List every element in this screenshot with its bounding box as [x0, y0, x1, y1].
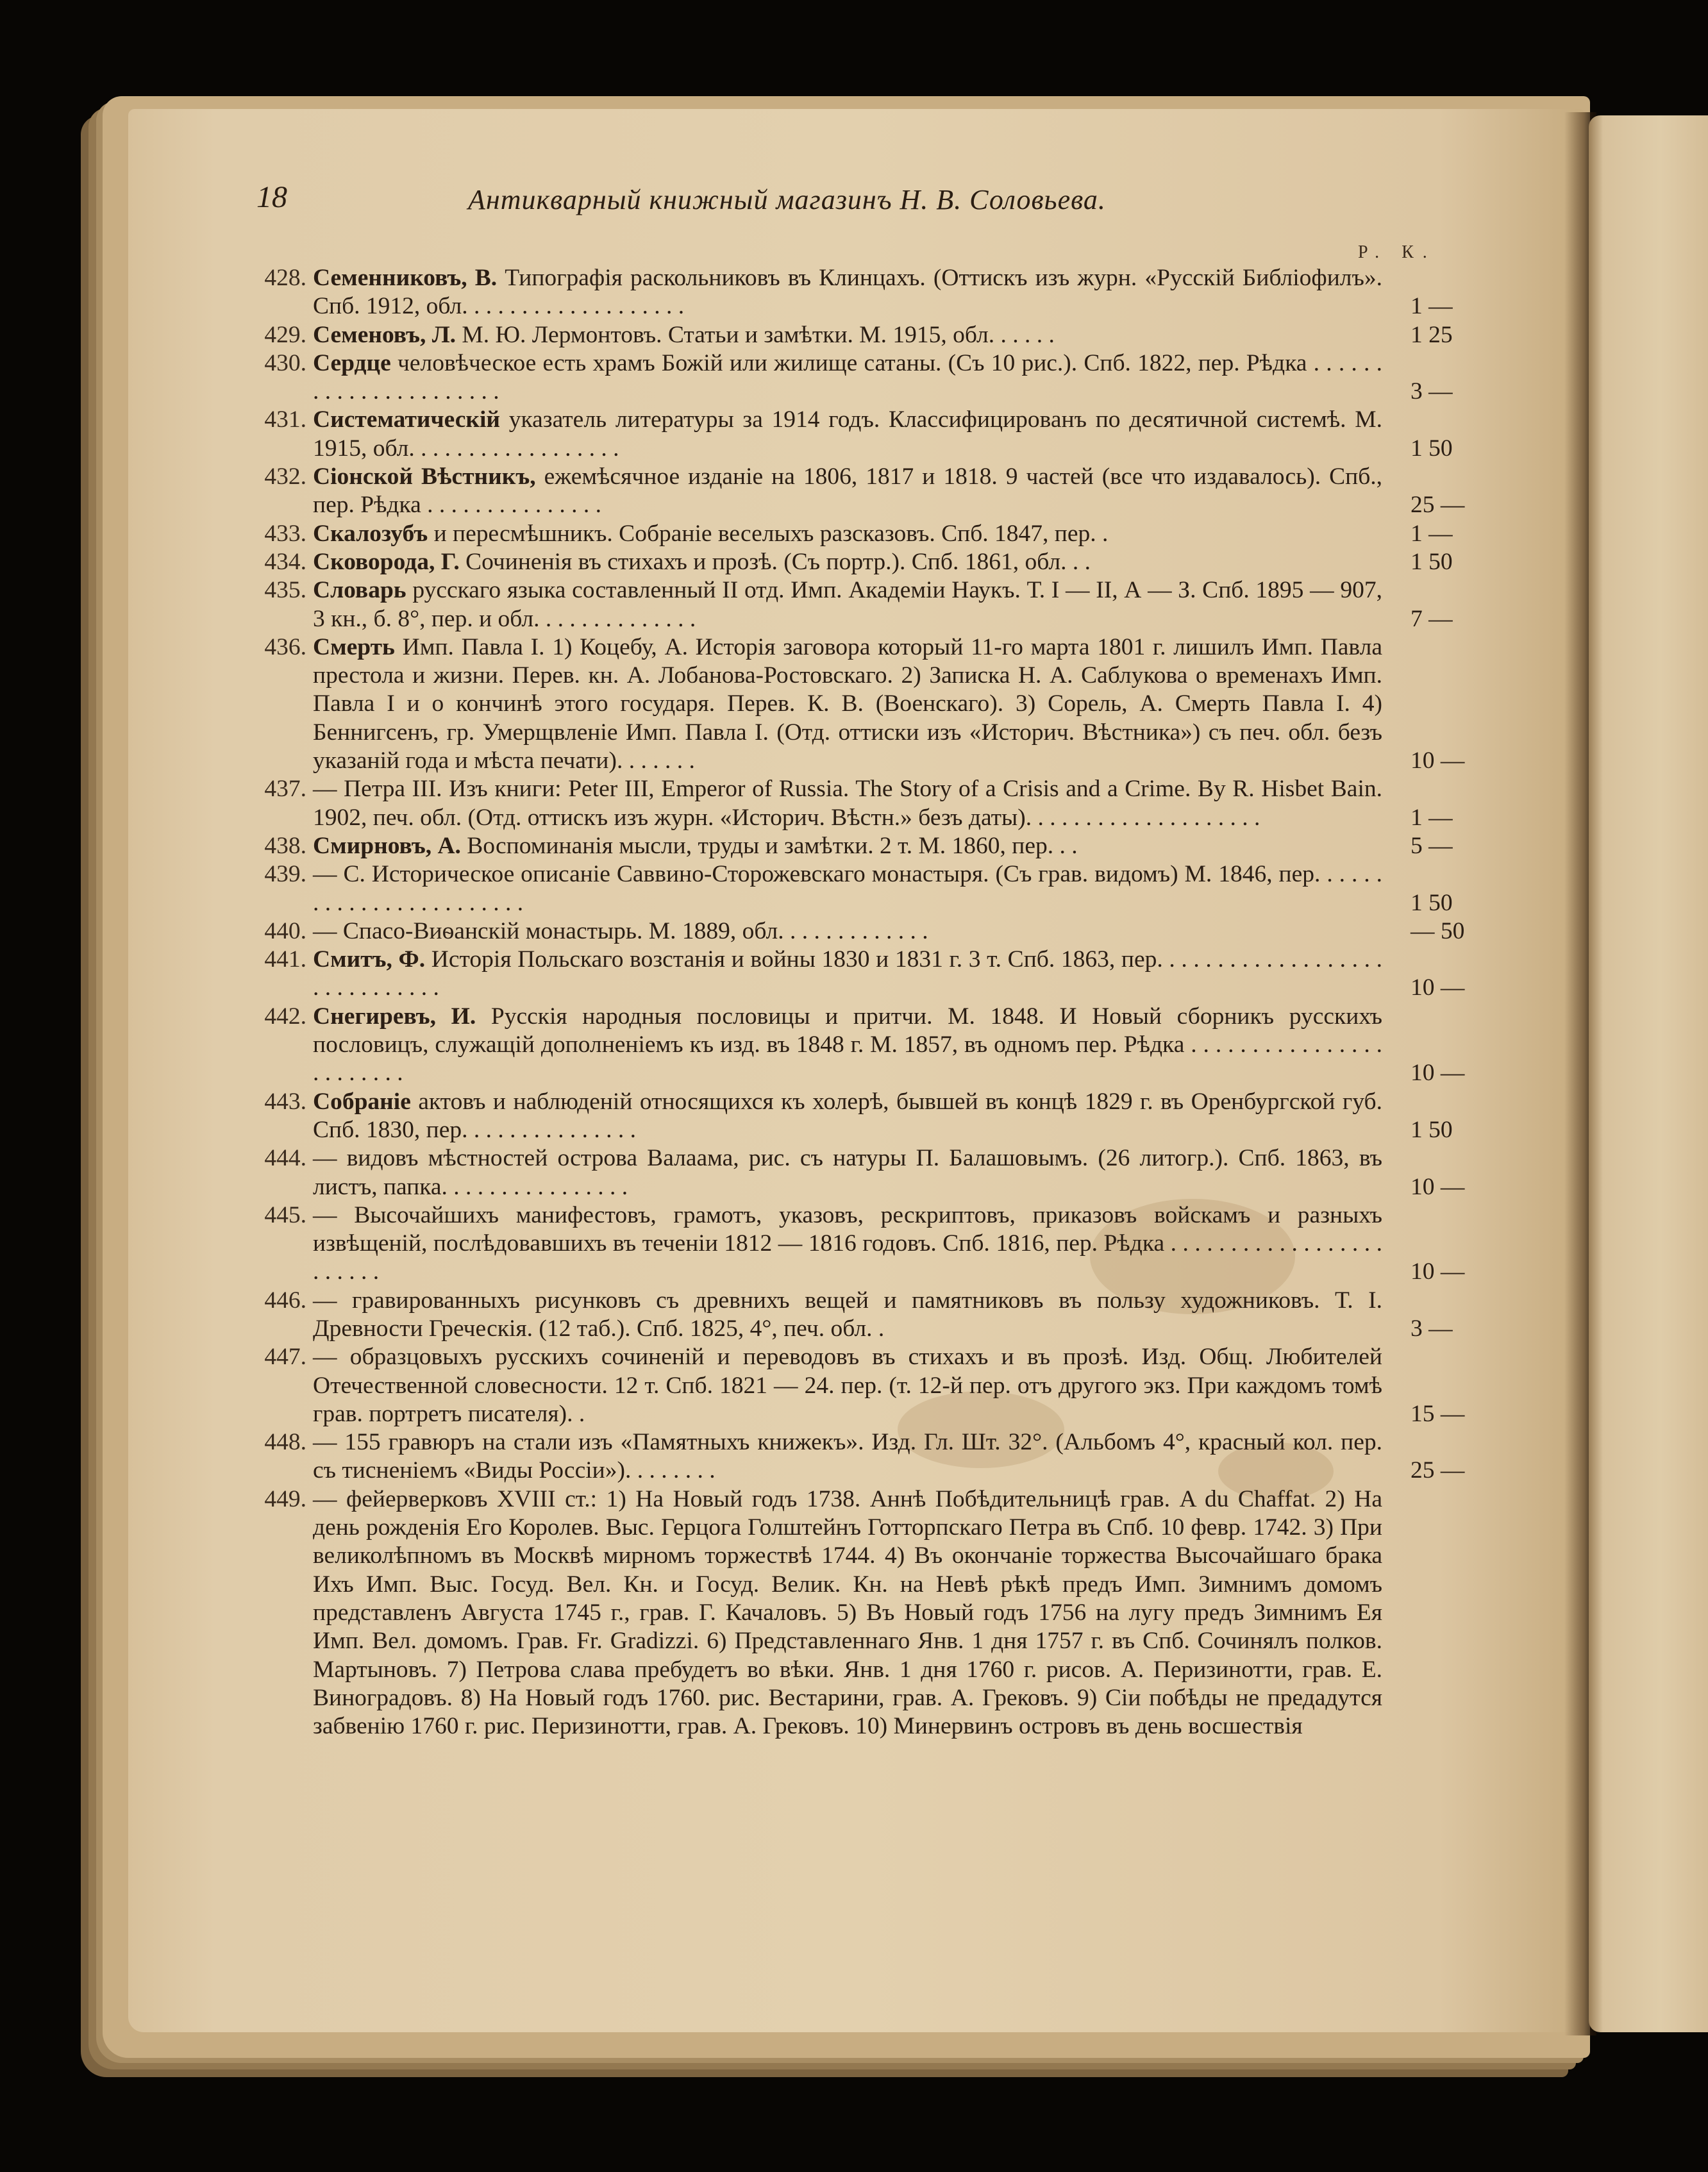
catalog-entry — [256, 349, 1453, 406]
entry-author: Снегиревъ, И. — [313, 1003, 476, 1030]
entry-price: 10 — — [1411, 1173, 1465, 1200]
entry-price-cell — [1382, 1485, 1411, 1741]
entry-text — [313, 406, 1382, 463]
entry-price-cell — [1382, 775, 1453, 832]
page-header — [256, 180, 1513, 218]
catalog-entry — [256, 463, 1465, 520]
entry-description: ежемѣсячное изданіе на 1806, 1817 и 1818. 9 частей (все что издавалось). Спб., пер. Рѣдка . . . . . . . . . . . . . . . — [313, 464, 1383, 519]
catalog-entry — [256, 1428, 1465, 1485]
entry-text — [313, 1343, 1382, 1428]
entry-author: Смитъ, Ф. — [313, 946, 426, 973]
catalog-entry — [256, 832, 1453, 860]
entry-price-cell — [1382, 1428, 1465, 1485]
entry-number: 449. — [264, 1485, 306, 1512]
entry-text — [313, 832, 1382, 860]
catalog-entry — [256, 520, 1453, 548]
entry-number: 431. — [264, 406, 306, 433]
entry-text — [313, 463, 1382, 520]
entry-description: — видовъ мѣстностей острова Валаама, рис. съ натуры П. Балашовымъ. (26 литогр.). Спб. 1863, въ листъ, папка. . . . . . . . . . . . . . . . — [313, 1145, 1382, 1200]
entry-number: 428. — [264, 265, 306, 291]
entry-price-cell — [1382, 946, 1465, 1003]
entry-number: 437. — [264, 776, 306, 803]
entry-price: 7 — — [1411, 605, 1453, 632]
entry-price: 3 — — [1411, 1315, 1453, 1342]
entry-description: человѣческое есть храмъ Божій или жилище сатаны. (Съ 10 рис.). Спб. 1822, пер. Рѣдка . . . . . . . . . . . . . . . . . . . . . . — [313, 349, 1382, 405]
entry-author: Сердце — [313, 349, 391, 376]
entry-price-cell — [1382, 576, 1453, 633]
entry-description: актовъ и наблюденій относящихся къ холерѣ, бывшей въ концѣ 1829 г. въ Оренбургской губ. Спб. 1830, пер. . . . . . . . . . . . . . . — [313, 1088, 1383, 1143]
entry-text — [313, 349, 1382, 406]
entry-number: 445. — [264, 1201, 306, 1228]
entry-price-cell — [1382, 1287, 1453, 1344]
entry-price: 3 — — [1411, 378, 1453, 405]
entry-text — [313, 775, 1382, 832]
entry-number: 441. — [264, 946, 306, 973]
entry-text — [313, 1144, 1382, 1201]
entry-author: Смирновъ, А. — [313, 832, 461, 859]
catalog-entry — [256, 1343, 1465, 1428]
entry-text — [313, 1485, 1382, 1741]
entry-number: 434. — [264, 548, 306, 575]
catalog-entry — [256, 1144, 1465, 1201]
catalog-entry — [256, 1201, 1465, 1287]
entry-description: и пересмѣшникъ. Собраніе веселыхъ разсказовъ. Спб. 1847, пер. . — [433, 520, 1109, 547]
entry-number: 433. — [264, 520, 306, 547]
entry-author: Систематическій — [313, 406, 501, 433]
entry-price: — 50 — [1411, 917, 1465, 944]
entry-number: 439. — [264, 861, 306, 888]
entry-price: 25 — — [1411, 492, 1465, 519]
entry-price: 1 — — [1411, 293, 1453, 320]
entry-text — [313, 1003, 1382, 1088]
entry-price: 1 50 — [1411, 435, 1453, 462]
entry-text — [313, 633, 1382, 775]
catalog-entry — [256, 1485, 1411, 1741]
price-column-header: Р. К. — [1358, 242, 1436, 262]
entry-number: 440. — [264, 917, 306, 944]
catalog-entry — [256, 576, 1453, 633]
entry-text — [313, 321, 1382, 349]
entry-number: 436. — [264, 633, 306, 660]
entry-author: Смерть — [313, 633, 395, 660]
entry-description: — гравированныхъ рисунковъ съ древнихъ вещей и памятниковъ въ пользу художниковъ. Т. I. Древности Греческія. (12 таб.). Спб. 1825, 4°, печ. обл. . — [313, 1287, 1382, 1342]
entry-price-cell — [1382, 832, 1453, 860]
entry-number: 448. — [264, 1429, 306, 1456]
entry-price-cell — [1382, 321, 1453, 349]
running-title: Антикварный книжный магазинъ Н. В. Соловьева. — [468, 184, 1106, 215]
entry-price-cell — [1382, 1003, 1465, 1088]
entry-price: 1 25 — [1411, 321, 1453, 348]
entry-price-cell — [1382, 548, 1453, 576]
entry-number: 435. — [264, 577, 306, 604]
entry-text — [313, 1287, 1382, 1344]
entry-text — [313, 917, 1382, 946]
catalog-entry — [256, 775, 1453, 832]
entry-price: 10 — — [1411, 1258, 1465, 1285]
entry-price: 10 — — [1411, 748, 1465, 774]
entry-author: Собраніе — [313, 1088, 411, 1115]
entry-author: Семенниковъ, В. — [313, 265, 498, 291]
catalog-entry — [256, 1088, 1453, 1145]
entry-text — [313, 548, 1382, 576]
entry-description: — 155 гравюръ на стали изъ «Памятныхъ книжекъ». Изд. Гл. Шт. 32°. (Альбомъ 4°, красный кол. пер. съ тисненіемъ «Виды Россіи»). . . . . . . . — [313, 1429, 1382, 1484]
entry-description: М. Ю. Лермонтовъ. Статьи и замѣтки. М. 1915, обл. . . . . . — [462, 321, 1055, 348]
entry-price: 1 50 — [1411, 889, 1453, 916]
entry-author: Семеновъ, Л. — [313, 321, 456, 348]
entry-price: 25 — — [1411, 1457, 1465, 1484]
entry-number: 443. — [264, 1088, 306, 1115]
entry-price: 1 — — [1411, 520, 1453, 547]
entry-description: Исторія Польскаго возстанія и войны 1830 и 1831 г. 3 т. Спб. 1863, пер. . . . . . . . . . . . . . . . . . . . . . . . . . . . . . — [313, 946, 1382, 1001]
entry-price: 1 — — [1411, 804, 1453, 831]
catalog-entry — [256, 860, 1453, 917]
entry-author: Скалозубъ — [313, 520, 428, 547]
entry-description: русскаго языка составленный II отд. Имп. Академіи Наукъ. Т. I — II, А — З. Спб. 1895 — 907, 3 кн., б. 8°, пер. и обл. . . . . . . . . . . . . . — [313, 577, 1382, 632]
entry-author: Сіонской Вѣстникъ, — [313, 464, 536, 490]
catalog-entry — [256, 1003, 1465, 1088]
entry-price-cell — [1382, 1343, 1465, 1428]
entry-description: Русскія народныя пословицы и притчи. М. 1848. И Новый сборникъ русскихъ пословицъ, служащій дополненіемъ къ изд. въ 1848 г. М. 1857, въ одномъ пер. Рѣдка . . . . . . . . . . . . . . . . . . . . . . . . — [313, 1003, 1383, 1087]
entry-price: 10 — — [1411, 1060, 1465, 1087]
entry-text — [313, 576, 1382, 633]
entry-description: Имп. Павла I. 1) Коцебу, А. Исторія заговора который 11-го марта 1801 г. лишилъ Имп. Павла престола и жизни. Перев. кн. А. Лобанова-Ростовскаго. 2) Записка Н. А. Саблукова о временахъ Имп. Павла I и о кончинѣ этого государя. Перев. К. В. (Военскаго). 3) Сорель, А. Смерть Павла I. 4) Беннигсенъ, гр. Умерщвленіе Имп. Павла I. (Отд. оттиски изъ «Историч. Вѣстника») съ печ. обл. безъ указаній года и мѣста печати). . . . . . . — [313, 633, 1382, 774]
entry-price-cell — [1382, 860, 1453, 917]
catalog-entry-list — [256, 264, 1465, 1741]
catalog-entry — [256, 548, 1453, 576]
entry-price: 10 — — [1411, 974, 1465, 1001]
entry-text — [313, 860, 1382, 917]
entry-price: 1 50 — [1411, 548, 1453, 575]
entry-author: Словарь — [313, 577, 406, 604]
entry-description: Типографія раскольниковъ въ Клинцахъ. (Оттискъ изъ журн. «Русскій Библіофилъ». Спб. 1912, обл. . . . . . . . . . . . . . . . . . . — [313, 265, 1383, 320]
entry-number: 429. — [264, 321, 306, 348]
entry-description: Воспоминанія мысли, труды и замѣтки. 2 т. М. 1860, пер. . . — [467, 832, 1078, 859]
entry-text — [313, 1428, 1382, 1485]
entry-price-cell — [1382, 633, 1465, 775]
catalog-entry — [256, 264, 1453, 321]
entry-description: — Высочайшихъ манифестовъ, грамотъ, указовъ, рескриптовъ, приказовъ войскамъ и разныхъ извѣщеній, послѣдовавшихъ въ теченіи 1812 — 1816 годовъ. Спб. 1816, пер. Рѣдка . . . . . . . . . . . . . . . . . . . . . . . . — [313, 1201, 1382, 1285]
entry-description: — Петра III. Изъ книги: Peter III, Emperor of Russia. The Story of a Crisis and a Crime. By R. Hisbet Bain. 1902, печ. обл. (Отд. оттискъ изъ журн. «Историч. Вѣстн.» безъ даты). . . . . . . . . . . . . . . . . . . . — [313, 776, 1382, 831]
entry-price-cell — [1382, 349, 1453, 406]
entry-number: 444. — [264, 1145, 306, 1172]
entry-number: 438. — [264, 832, 306, 859]
entry-description: указатель литературы за 1914 годъ. Классифицированъ по десятичной системѣ. М. 1915, обл. . . . . . . . . . . . . . . . . . — [313, 406, 1382, 462]
catalog-entry — [256, 917, 1465, 946]
entry-price: 5 — — [1411, 832, 1453, 859]
entry-price: 1 50 — [1411, 1116, 1453, 1143]
catalog-entry — [256, 633, 1465, 775]
entry-number: 432. — [264, 464, 306, 490]
entry-price-cell — [1382, 406, 1453, 463]
entry-text — [313, 1201, 1382, 1287]
entry-text — [313, 520, 1382, 548]
entry-price-cell — [1382, 264, 1453, 321]
entry-description: Сочиненія въ стихахъ и прозѣ. (Съ портр.). Спб. 1861, обл. . . — [465, 548, 1091, 575]
entry-text — [313, 946, 1382, 1003]
entry-price-cell — [1382, 917, 1465, 946]
catalog-entry — [256, 946, 1465, 1003]
entry-number: 447. — [264, 1344, 306, 1371]
entry-price-cell — [1382, 1144, 1465, 1201]
catalog-entry — [256, 406, 1453, 463]
catalog-entry — [256, 321, 1453, 349]
entry-description: — образцовыхъ русскихъ сочиненій и переводовъ въ стихахъ и въ прозѣ. Изд. Общ. Любителей Отечественной словесности. 12 т. Спб. 1821 — 24. пер. (т. 12-й пер. отъ другого экз. При каждомъ томѣ грав. портретъ писателя). . — [313, 1344, 1382, 1427]
entry-number: 442. — [264, 1003, 306, 1030]
entry-author: Сковорода, Г. — [313, 548, 460, 575]
entry-description: — С. Историческое описаніе Саввино-Сторожевскаго монастыря. (Съ грав. видомъ) М. 1846, пер. . . . . . . . . . . . . . . . . . . . . . . . — [313, 861, 1382, 916]
catalog-entry — [256, 1287, 1453, 1344]
entry-text — [313, 264, 1382, 321]
entry-price-cell — [1382, 520, 1453, 548]
entry-description: — Спасо-Виѳанскій монастырь. М. 1889, обл. . . . . . . . . . . . . — [313, 917, 928, 944]
facing-page — [1589, 115, 1708, 2032]
entry-number: 446. — [264, 1287, 306, 1314]
entry-description: — фейерверковъ XVIII ст.: 1) На Новый годъ 1738. Аннѣ Побѣдительницѣ грав. A du Chaffat. 2) На день рожденія Его Королев. Выс. Герцога Голштейнъ Готторпскаго Петра въ Спб. 10 февр. 1742. 3) При великолѣпномъ въ Москвѣ мирномъ торжествѣ 1744. 4) Въ окончаніе торжества Высочайшаго брака Ихъ Имп. Выс. Госуд. Вел. Кн. и Госуд. Велик. Кн. на Невѣ рѣкѣ предъ Имп. Зимнимъ домомъ представленъ Августа 1745 г., грав. Г. Качаловъ. 5) Въ Новый годъ 1756 на лугу предъ Зимнимъ Ея Имп. Вел. домомъ. Грав. Fr. Gradizzi. 6) Представленнаго Янв. 1 дня 1757 г. въ Спб. Сочинялъ полков. Мартыновъ. 7) Петрова слава пребудетъ во вѣки. Янв. 1 дня 1760 г. рисов. А. Перизинотти, грав. Е. Виноградовъ. 8) На Новый годъ 1760. рис. Вестарини, грав. А. Грековъ. 9) Сіи побѣды не предадутся забвенію 1760 г. рис. Перизинотти, грав. А. Грековъ. 10) Минервинъ островъ въ день восшествія — [313, 1485, 1382, 1740]
entry-number: 430. — [264, 349, 306, 376]
page-number: 18 — [256, 180, 287, 214]
entry-price-cell — [1382, 1201, 1465, 1287]
entry-text — [313, 1088, 1382, 1145]
entry-price-cell — [1382, 463, 1465, 520]
entry-price-cell — [1382, 1088, 1453, 1145]
entry-price: 15 — — [1411, 1400, 1465, 1427]
